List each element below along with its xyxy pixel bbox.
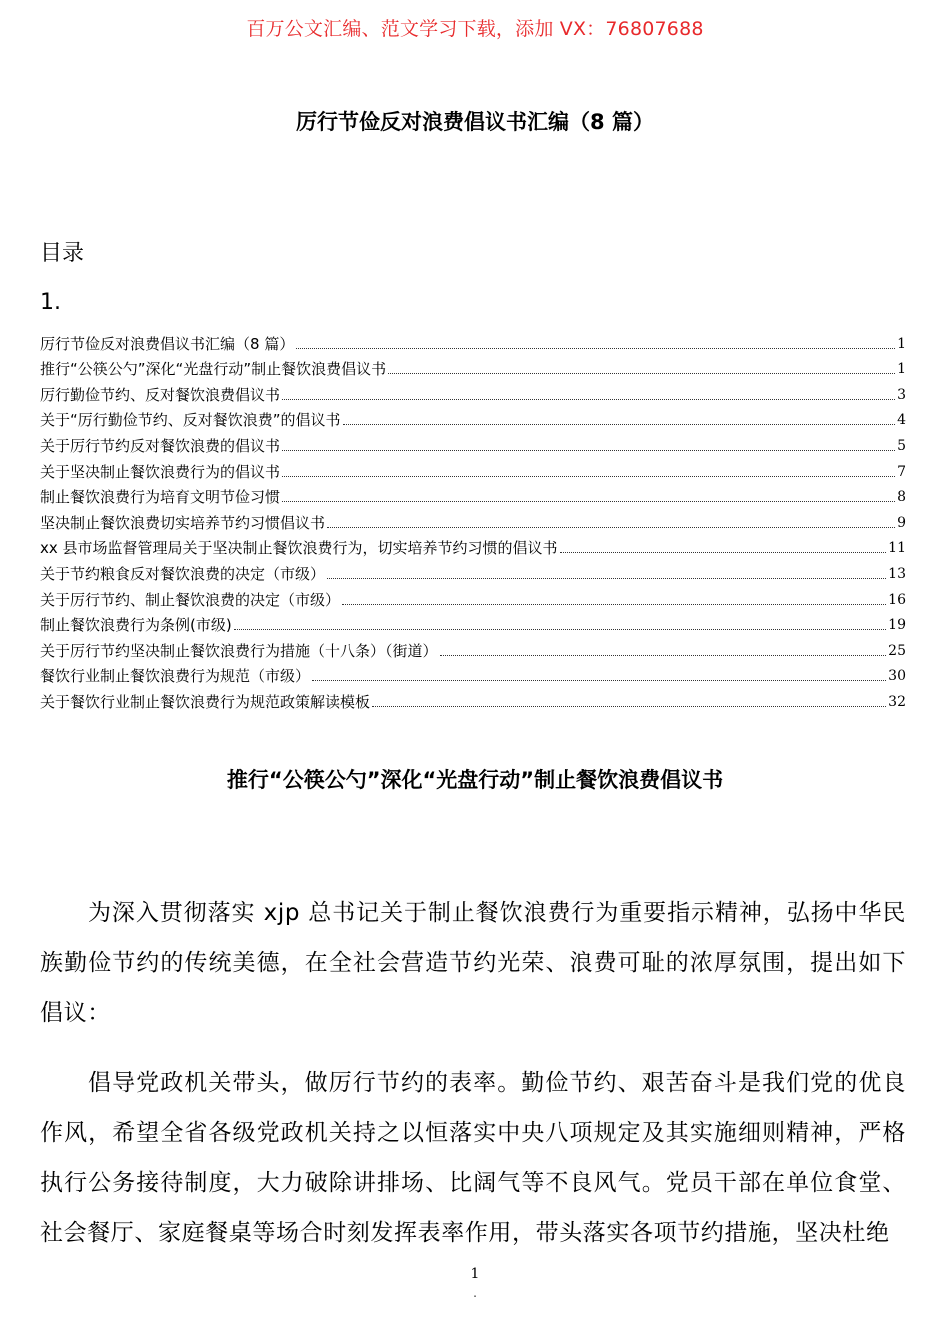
toc-entry-title: 制止餐饮浪费行为培育文明节俭习惯 [40,488,281,507]
toc-entry[interactable] [40,354,906,380]
toc-dot-leader [296,348,895,349]
toc-entry-page: 25 [888,642,906,659]
toc-entry[interactable] [40,507,906,533]
toc-entry[interactable] [40,405,906,431]
toc-entry-title: 餐饮行业制止餐饮浪费行为规范（市级） [40,667,311,686]
toc-entry-title: 关于厉行节约反对餐饮浪费的倡议书 [40,436,281,455]
toc-entry[interactable] [40,635,906,661]
toc-dot-leader [388,373,895,374]
toc-dot-leader [282,399,895,400]
toc-dot-leader [327,527,895,528]
page-number: 1 [470,1266,480,1282]
toc-entry[interactable] [40,661,906,687]
toc-entry[interactable] [40,328,906,354]
toc-entry-page: 30 [888,668,906,685]
toc-entry-title: 厉行勤俭节约、反对餐饮浪费倡议书 [40,385,281,404]
body-paragraph: 为深入贯彻落实 xjp 总书记关于制止餐饮浪费行为重要指示精神，弘扬中华民族勤俭节约的传统美德，在全社会营造节约光荣、浪费可耻的浓厚氛围，提出如下倡议： [40,900,906,1026]
toc-entry-title: 关于厉行节约坚决制止餐饮浪费行为措施（十八条）（街道） [40,641,438,660]
toc-number: 1. [40,290,61,315]
toc-entry-title: 制止餐饮浪费行为条例(市级) [40,616,232,635]
toc-dot-leader [282,501,895,502]
toc-entry-title: 关于“厉行勤俭节约、反对餐饮浪费”的倡议书 [40,411,341,430]
toc-entry[interactable] [40,379,906,405]
table-of-contents [40,328,906,712]
toc-dot-leader [282,450,895,451]
toc-entry-page: 16 [888,591,906,608]
toc-entry-page: 4 [897,412,906,429]
toc-dot-leader [372,706,886,707]
toc-entry[interactable] [40,456,906,482]
toc-entry[interactable] [40,610,906,636]
toc-entry-page: 11 [888,540,906,557]
footer-dot: . [473,1286,477,1300]
toc-dot-leader [342,604,886,605]
toc-entry-title: 关于餐饮行业制止餐饮浪费行为规范政策解读模板 [40,692,371,711]
toc-entry[interactable] [40,686,906,712]
toc-entry-page: 3 [897,386,906,403]
toc-dot-leader [327,578,886,579]
toc-entry-title: 关于节约粮食反对餐饮浪费的决定（市级） [40,564,326,583]
toc-entry-title: 推行“公筷公勺”深化“光盘行动”制止餐饮浪费倡议书 [40,360,387,379]
promo-banner: 百万公文汇编、范文学习下载，添加 VX：76807688 [246,18,704,40]
body-paragraph: 倡导党政机关带头，做厉行节约的表率。勤俭节约、艰苦奋斗是我们党的优良作风，希望全省各级党政机关持之以恒落实中央八项规定及其实施细则精神，严格执行公务接待制度，大力破除讲排场、比阔气等不良风气。党员干部在单位食堂、社会餐厅、家庭餐桌等场合时刻发挥表率作用，带头落实各项节约措施，坚决杜绝 [40,1070,906,1246]
toc-entry[interactable] [40,482,906,508]
toc-entry-page: 19 [888,617,906,634]
toc-heading: 目录 [40,241,85,266]
toc-entry-title: 坚决制止餐饮浪费切实培养节约习惯倡议书 [40,513,326,532]
toc-entry[interactable] [40,558,906,584]
toc-entry-page: 7 [897,463,906,480]
toc-entry-page: 13 [888,565,906,582]
toc-entry[interactable] [40,533,906,559]
toc-dot-leader [343,424,896,425]
toc-dot-leader [440,655,887,656]
toc-entry-page: 9 [897,514,906,531]
document-title: 厉行节俭反对浪费倡议书汇编（8 篇） [296,110,654,134]
toc-entry-page: 1 [897,335,906,352]
toc-entry-title: xx 县市场监督管理局关于坚决制止餐饮浪费行为，切实培养节约习惯的倡议书 [40,539,558,558]
toc-entry-title: 厉行节俭反对浪费倡议书汇编（8 篇） [40,334,295,353]
section-title: 推行“公筷公勺”深化“光盘行动”制止餐饮浪费倡议书 [226,768,724,792]
toc-entry[interactable] [40,430,906,456]
toc-entry-page: 32 [888,693,906,710]
toc-entry-title: 关于厉行节约、制止餐饮浪费的决定（市级） [40,590,341,609]
toc-entry-page: 1 [897,361,906,378]
toc-dot-leader [312,680,886,681]
toc-dot-leader [282,476,895,477]
toc-dot-leader [234,629,886,630]
toc-entry-title: 关于坚决制止餐饮浪费行为的倡议书 [40,462,281,481]
toc-entry[interactable] [40,584,906,610]
toc-dot-leader [560,552,887,553]
toc-entry-page: 5 [897,437,906,454]
toc-entry-page: 8 [897,489,906,506]
